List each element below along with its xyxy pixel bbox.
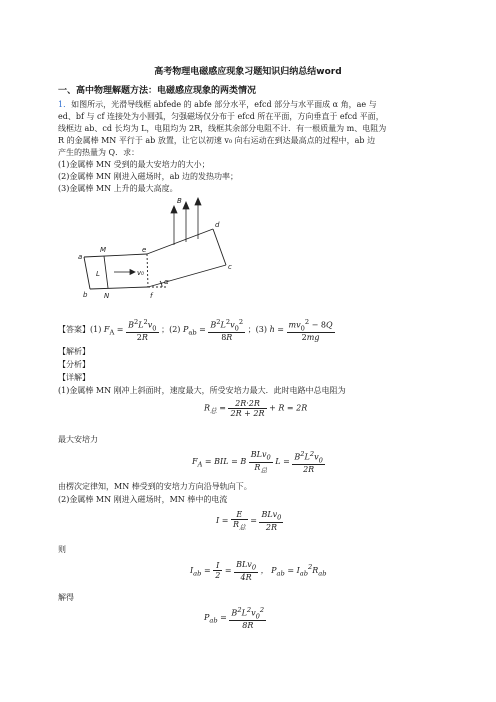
label-d: d: [215, 221, 220, 229]
label-alpha: α: [164, 278, 169, 286]
answer-part-1: (1): [90, 325, 102, 335]
document-title: 高考物理电磁感应现象习题知识归纳总结word: [154, 67, 342, 77]
detail-step-4: (2)金属棒 MN 刚进入磁场时，MN 棒中的电流: [58, 495, 228, 504]
equation-current: I = $\frac{E}{R_总}$ = $\frac{BLv_0}{2R}$: [216, 510, 282, 532]
label-v0: v₀: [137, 269, 144, 277]
equation-iab: $I_{ab}$ = $\frac{I}{2}$ = $\frac{BLv_0}{4R}$ ， $P_{ab} = I_{ab}^2R_{ab}$: [190, 560, 327, 582]
question-2: (2)金属棒 MN 刚进入磁场时，ab 边的发热功率；: [58, 172, 239, 181]
label-f: f: [150, 292, 153, 300]
section-heading: 一、高中物理解题方法：电磁感应现象的两类情况: [58, 86, 257, 96]
tag-fenxi: 【分析】: [58, 360, 90, 369]
question-1: (1)金属棒 MN 受到的最大安培力的大小；: [58, 160, 210, 169]
detail-step-5: 则: [58, 545, 66, 554]
equation-max-force: $F_A$ = BIL = B $\frac{BLv_0}{R_总}$ L = $\frac{B^2L^2v_0}{2R}$: [192, 450, 323, 475]
label-b: b: [83, 291, 88, 299]
label-c: c: [228, 263, 232, 271]
label-M: M: [100, 246, 107, 254]
problem-line-4: R 的金属棒 MN 平行于 ab 放置，让它以初速 v₀ 向右运动在到达最高点的过程中，ab 边: [58, 136, 376, 145]
circuit-figure: [78, 197, 238, 305]
tag-jiexi: 【解析】: [58, 347, 90, 356]
detail-step-2: 最大安培力: [58, 435, 98, 444]
answer-line: 【答案】(1) $F_A$ = $\frac{B^2L^2v_0}{2R}$ ；(2) $P_{ab}$ = $\frac{B^2L^2v_0^2}{8R}$ ；(3) h = $\frac{mv_0^2 - 8Q}{2mg}$: [58, 318, 333, 343]
label-e: e: [142, 246, 147, 254]
question-3: (3)金属棒 MN 上升的最大高度。: [58, 184, 178, 193]
problem-line-2: ed、bf 与 cf 连接处为小圆弧，匀强磁场仅分布于 efcd 所在平面，方向垂直于 efcd 平面，: [58, 112, 384, 121]
label-L: L: [96, 270, 100, 278]
label-B: B: [177, 197, 182, 205]
problem-line-5: 产生的热量为 Q．求：: [58, 148, 140, 157]
detail-step-1: (1)金属棒 MN 刚冲上斜面时，速度最大，所受安培力最大．此时电路中总电阻为: [58, 386, 346, 395]
answer-part-3: ；(3): [247, 325, 268, 335]
answer-prefix: 【答案】: [58, 325, 90, 335]
problem-number: 1．: [58, 100, 72, 109]
tag-xiangjie: 【详解】: [58, 373, 90, 382]
problem-line-3: 线框边 ab、cd 长均为 L，电阻均为 2R，线框其余部分电阻不计．有一根质量为 m、电阻为: [58, 124, 387, 133]
label-N: N: [104, 292, 110, 300]
detail-step-6: 解得: [58, 593, 74, 602]
problem-line-1: [58, 99, 377, 110]
answer-part-2: ；(2): [161, 325, 181, 335]
detail-step-3: 由楞次定律知，MN 棒受到的安培力方向沿导轨向下。: [58, 482, 252, 491]
problem-text-1: 如图所示，光滑导线框 abfede 的 abfe 部分水平，efcd 部分与水平面成 α 角，ae 与: [71, 100, 377, 109]
label-a: a: [78, 253, 83, 261]
equation-r-total: $R_总$ = $\frac{2R\cdot 2R}{2R + 2R}$ + R = 2R: [204, 399, 308, 418]
equation-pab-result: $P_{ab}$ = $\frac{B^2L^2v_0^2}{8R}$: [204, 606, 265, 631]
